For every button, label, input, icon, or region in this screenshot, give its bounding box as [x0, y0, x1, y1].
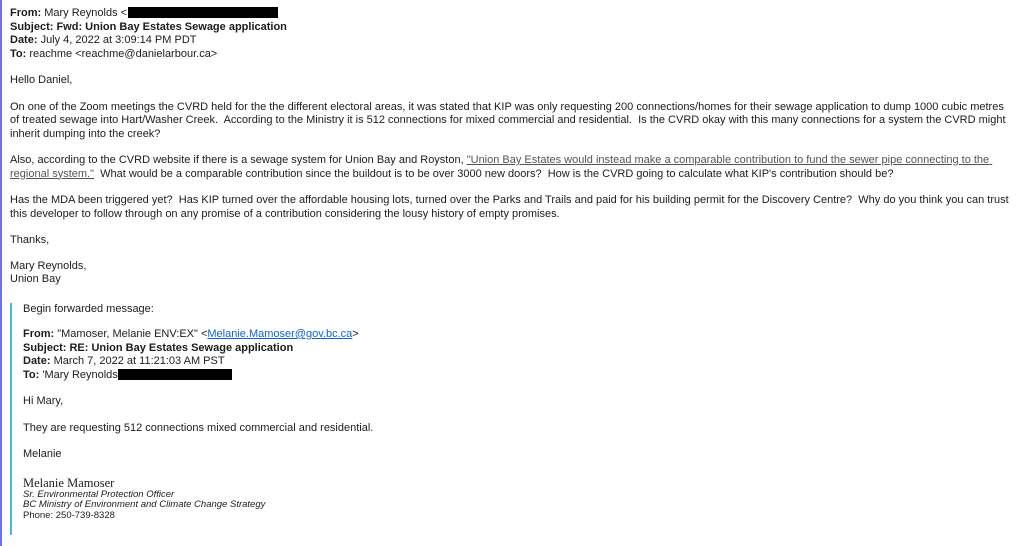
paragraph-zoom-meetings: On one of the Zoom meetings the CVRD held for the the different electoral areas, it was stated that KIP was only requesting 200 connections/homes for their sewage application to dump 1000 cubic metres of treated sewage into Hart/Washer Creek. According to the Ministry it is 512 connections for mixed commercial and residential. Is the CVRD okay with this many connections for a system the CVRD might inherit dumping into the creek? [10, 100, 1009, 140]
forwarded-intro: Begin forwarded message: [23, 302, 154, 315]
subject-value: Fwd: Union Bay Estates Sewage application [56, 20, 287, 33]
sender-signature [10, 260, 1014, 287]
sender-name: Mary Reynolds, [10, 259, 87, 272]
paragraph-cvrd-website [10, 154, 1014, 181]
from-label: From: [10, 7, 45, 19]
date-label: Date: [10, 34, 41, 46]
paragraph-cvrd-suffix: What would be a comparable contribution since the buildout is to be over 3000 new doors? How is the CVRD going to calculate what KIP's contribution should be? [94, 167, 894, 180]
fwd-signature-title: Sr. Environmental Protection Officer [23, 488, 175, 500]
closing: Thanks, [10, 234, 50, 246]
fwd-subject-value: RE: Union Bay Estates Sewage application [69, 341, 294, 354]
header-date-line [10, 34, 1014, 48]
fwd-from-line [23, 328, 1014, 342]
union-bay-estates-quote-link[interactable]: "Union Bay Estates would instead make a comparable contribution to fund the sewer pipe connecting to the regional system." [10, 154, 993, 180]
fwd-signature-phone: Phone: 250-739-8328 [23, 509, 115, 521]
greeting: Hello Daniel, [10, 74, 73, 86]
to-value: reachme <reachme@danielarbour.ca> [29, 47, 218, 60]
fwd-signature-block [23, 476, 1014, 536]
redacted-recipient-address [118, 369, 232, 380]
to-label: To: [10, 47, 30, 60]
fwd-closing: Melanie [23, 448, 62, 460]
fwd-date-value: March 7, 2022 at 11:21:03 AM PST [53, 355, 225, 367]
fwd-from-value: "Mamoser, Melanie ENV:EX" < [57, 328, 208, 340]
date-value: July 4, 2022 at 3:09:14 PM PDT [40, 34, 197, 46]
fwd-from-email-link[interactable]: Melanie.Mamoser@gov.bc.ca [207, 328, 353, 340]
from-value: Mary Reynolds < [44, 7, 128, 19]
fwd-date-label: Date: [23, 355, 54, 367]
header-from-line [10, 7, 1014, 21]
fwd-to-value: 'Mary Reynolds [42, 368, 118, 381]
redacted-sender-address [128, 7, 278, 18]
fwd-subject-line [23, 342, 1014, 356]
sender-place: Union Bay [10, 273, 61, 285]
fwd-from-label: From: [23, 328, 58, 340]
quoted-email-level2-forwarded [10, 303, 1014, 536]
subject-label: Subject: [10, 20, 57, 33]
fwd-date-line [23, 355, 1014, 369]
fwd-signature-name: Melanie Mamoser [23, 475, 115, 490]
fwd-signature-org: BC Ministry of Environment and Climate Change Strategy [23, 499, 266, 510]
paragraph-cvrd-prefix: Also, according to the CVRD website if there is a sewage system for Union Bay and Royston, [10, 154, 467, 166]
header-subject-line [10, 21, 1014, 35]
fwd-to-label: To: [23, 368, 43, 381]
paragraph-mda-triggered: Has the MDA been triggered yet? Has KIP turned over the affordable housing lots, turned over the Parks and Trails and paid for his building permit for the Discovery Centre? Why do you think you can trust this developer to follow through on any promise of a contribution considering the lousy history of empty promises. [10, 194, 1012, 220]
header-to-line [10, 48, 1014, 62]
forwarded-headers [23, 328, 1014, 382]
fwd-body: They are requesting 512 connections mixed commercial and residential. [23, 421, 374, 434]
fwd-to-line [23, 369, 1014, 383]
fwd-greeting: Hi Mary, [23, 395, 64, 407]
fwd-subject-label: Subject: [23, 341, 70, 354]
fwd-from-close: > [352, 328, 359, 340]
